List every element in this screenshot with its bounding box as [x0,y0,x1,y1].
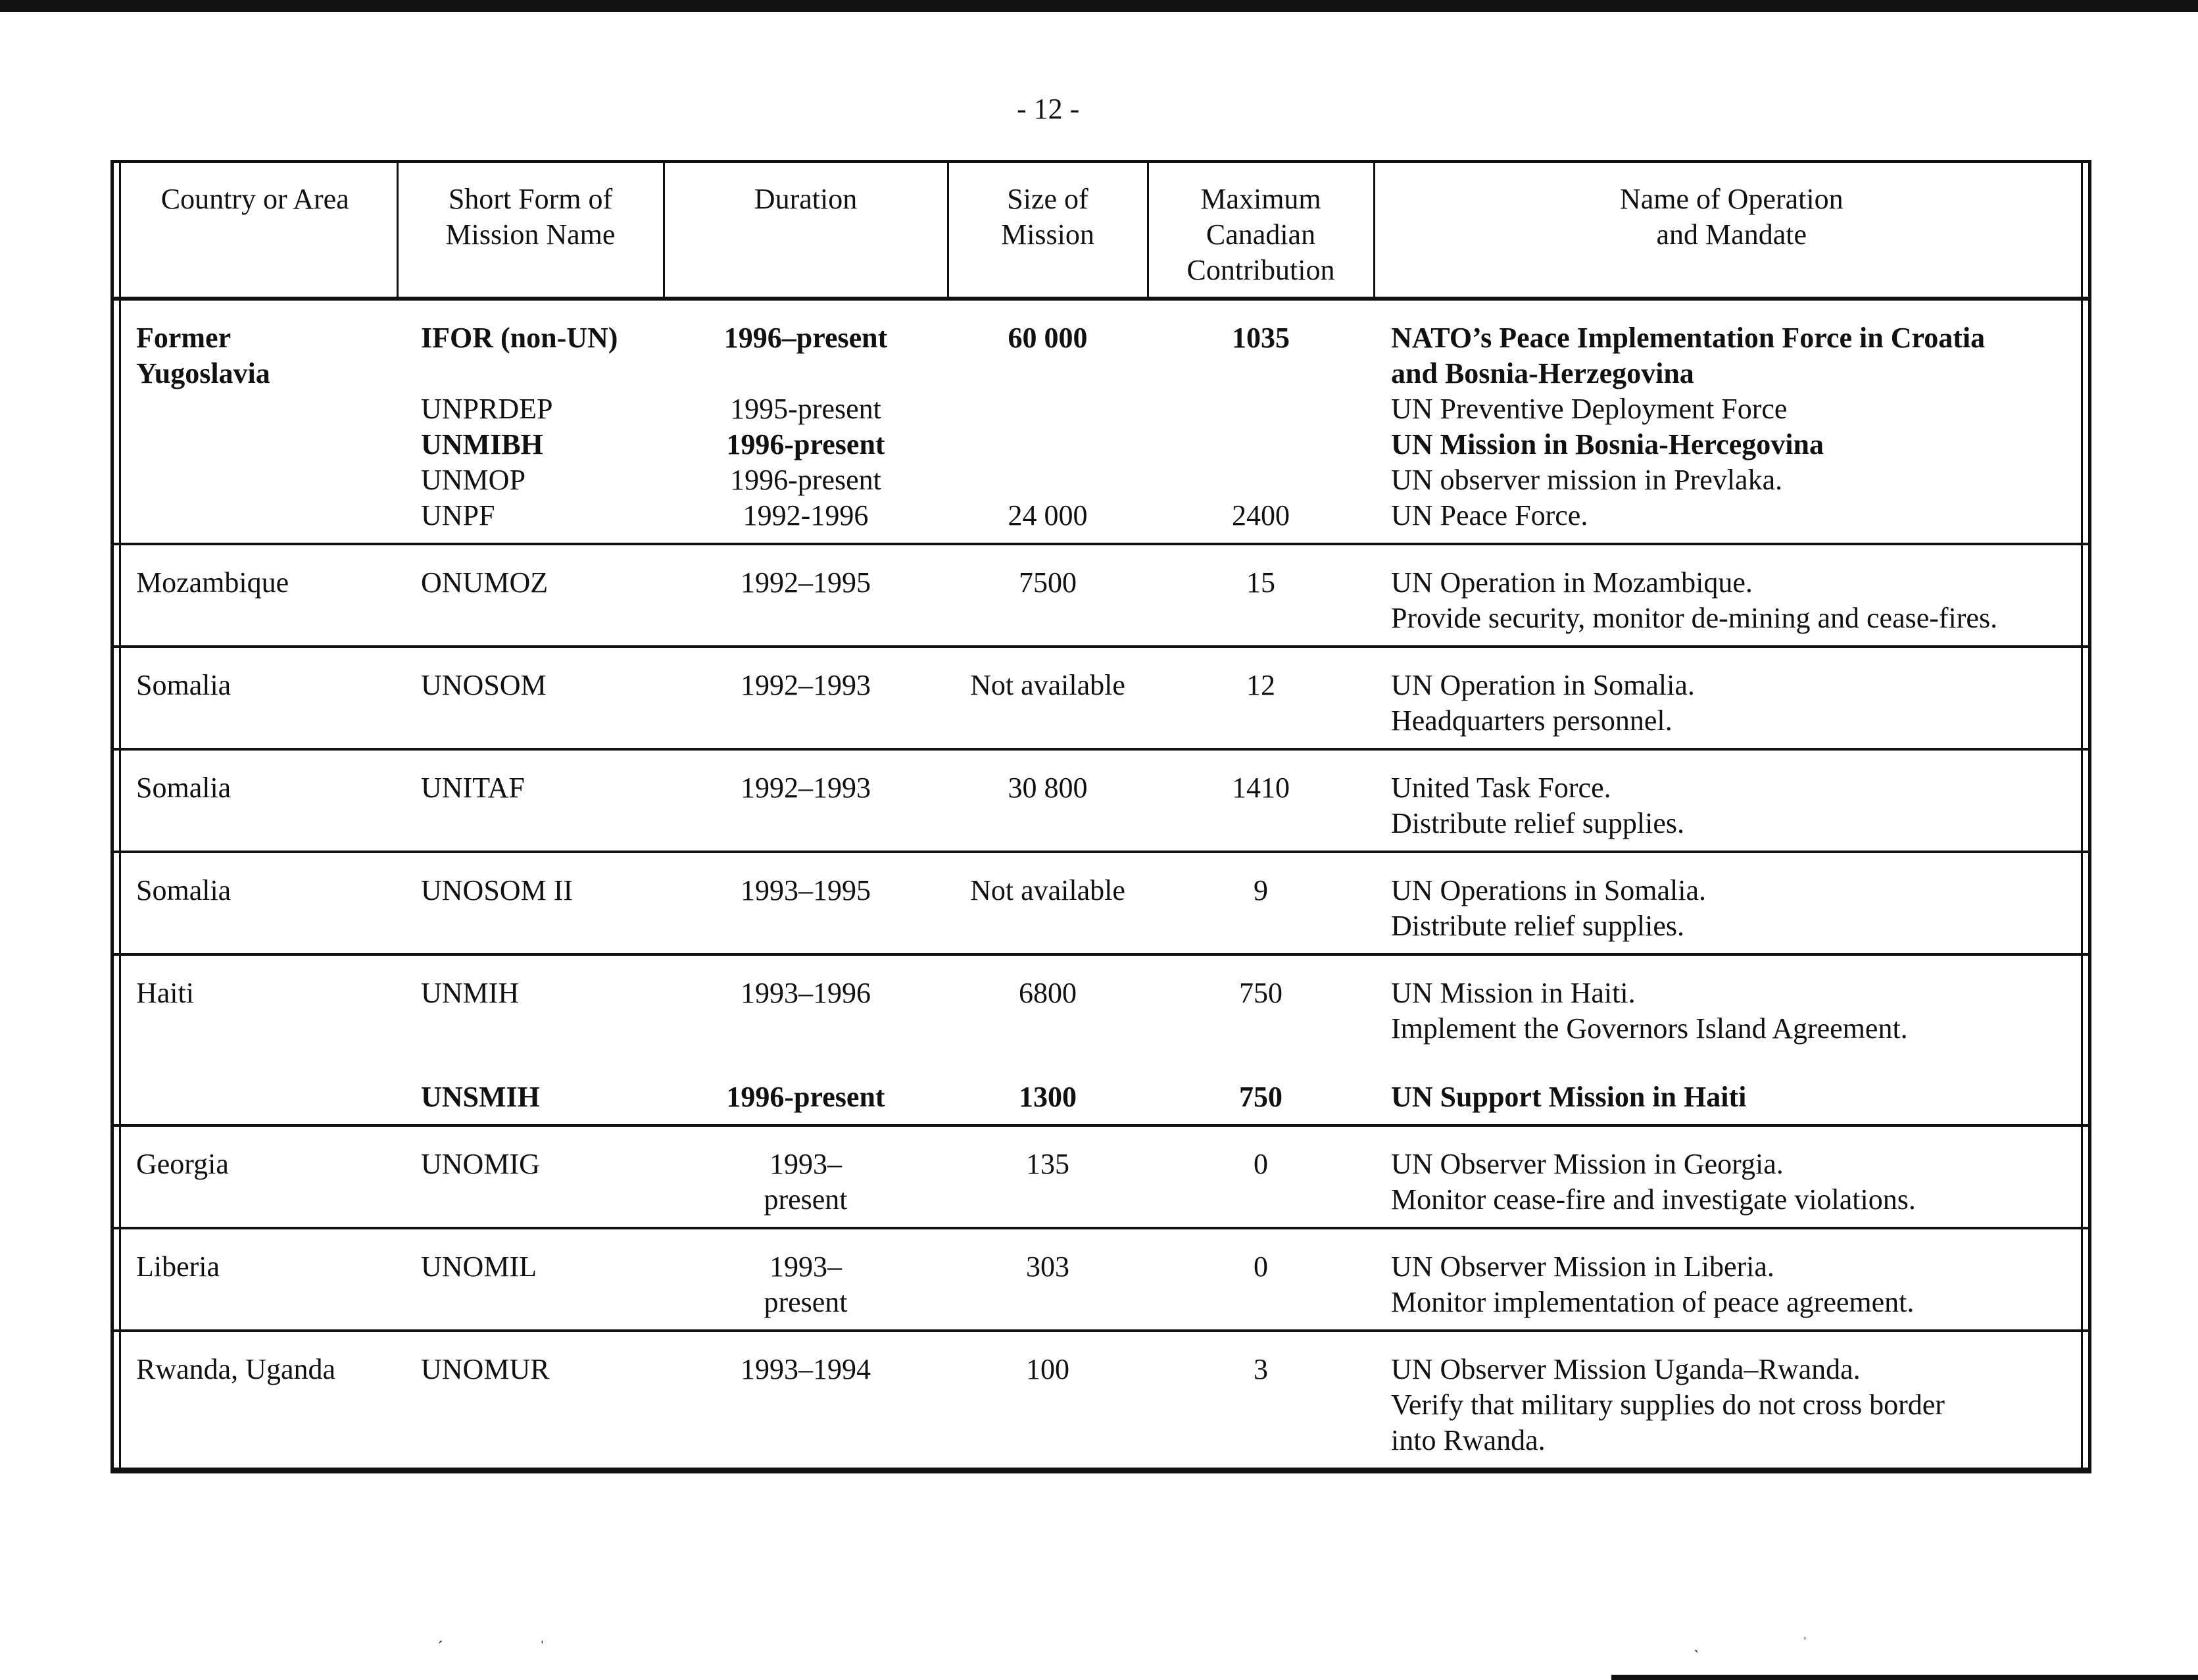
duration-cell: 1993–1996 [741,977,871,1009]
short-form-cell: IFOR (non-UN) [421,322,618,354]
max-contribution-cell [1148,462,1374,498]
duration-cell: 1992–1993 [664,647,948,749]
max-contribution-cell: 1410 [1148,749,1374,852]
max-contribution-cell [1148,427,1374,462]
operation-mandate-cell: UN Mission in Haiti. Implement the Governors Island Agreement. [1391,977,1908,1045]
header-size [948,163,1148,299]
max-contribution-cell: 750 [1148,1079,1374,1125]
short-form-cell: UNOMUR [397,1331,664,1469]
country-cell [114,391,397,427]
size-cell [948,427,1148,462]
table-row [114,852,2088,954]
table-row [114,954,2088,1047]
size-cell: 24 000 [948,498,1148,544]
country-cell: Rwanda, Uganda [114,1331,397,1469]
duration-cell: 1993– present [664,1125,948,1228]
operation-mandate-cell: UN Operation in Somalia. Headquarters personnel. [1374,647,2088,749]
operation-mandate-cell: NATO’s Peace Implementation Force in Croatia and Bosnia-Herzegovina [1391,322,1986,389]
page-number: - 12 - [1017,93,1080,125]
short-form-cell: UNOMIL [397,1228,664,1331]
header-label: Country or Area [160,183,349,215]
country-cell: Georgia [114,1125,397,1228]
operation-mandate-cell: UN Operation in Mozambique. Provide security, monitor de-mining and cease-fires. [1374,544,2088,647]
duration-cell: 1992-1996 [664,498,948,544]
country-cell: Haiti [136,977,194,1009]
scan-speck: ˈ [539,1638,545,1657]
max-contribution-cell: 12 [1148,647,1374,749]
operation-mandate-cell: UN Operations in Somalia. Distribute relief supplies. [1374,852,2088,954]
operation-mandate-cell: UN observer mission in Prevlaka. [1391,464,1783,496]
short-form-cell: UNMIH [421,977,520,1009]
short-form-cell: UNOSOM II [397,852,664,954]
header-short-form [397,163,664,299]
short-form-cell: UNOSOM [397,647,664,749]
operation-mandate-cell: UN Observer Mission Uganda–Rwanda. Verify that military supplies do not cross border into Rwanda. [1374,1331,2088,1469]
scan-speck: ´ [437,1638,443,1657]
size-cell [948,391,1148,427]
header-label: Short Form of Mission Name [445,183,616,251]
header-label: Size of Mission [1001,183,1094,251]
country-cell: Liberia [114,1228,397,1331]
max-contribution-cell: 0 [1148,1125,1374,1228]
country-cell: Somalia [114,852,397,954]
max-contribution-cell: 9 [1148,852,1374,954]
size-cell: 1300 [948,1079,1148,1125]
duration-cell: 1996-present [726,428,885,460]
peacekeeping-missions-table [114,163,2088,1470]
operation-mandate-cell: UN Support Mission in Haiti [1374,1079,2088,1125]
size-cell: Not available [948,647,1148,749]
table-row [114,299,2088,391]
duration-cell: 1996–present [723,322,888,354]
operation-mandate-cell: UN Observer Mission in Liberia. Monitor implementation of peace agreement. [1374,1228,2088,1331]
table-row [114,647,2088,749]
size-cell: Not available [948,852,1148,954]
duration-cell: 1996-present [664,1079,948,1125]
short-form-cell: ONUMOZ [397,544,664,647]
short-form-cell: UNPRDEP [421,393,553,425]
missions-table-frame [110,160,2091,1473]
size-cell: 6800 [1019,977,1077,1009]
size-cell: 135 [948,1125,1148,1228]
table-row [114,391,2088,427]
duration-cell: 1996-present [730,464,881,496]
scan-speck: ˈ [1802,1634,1808,1653]
header-label: Maximum Canadian Contribution [1186,183,1335,286]
scan-top-border [0,0,2198,12]
table-header-row [114,163,2088,299]
table-row [114,544,2088,647]
spacer-cell [114,1047,2088,1079]
duration-cell: 1995-present [730,393,881,425]
short-form-cell: UNMIBH [421,428,543,460]
scan-bottom-edge [1611,1675,2198,1680]
table-row [114,462,2088,498]
header-duration [664,163,948,299]
table-row [114,498,2088,544]
operation-mandate-cell: UN Observer Mission in Georgia. Monitor cease-fire and investigate violations. [1374,1125,2088,1228]
short-form-cell: UNITAF [397,749,664,852]
country-cell [114,1079,397,1125]
short-form-cell: UNMOP [421,464,525,496]
max-contribution-cell: 0 [1148,1228,1374,1331]
header-max-contribution [1148,163,1374,299]
country-cell [114,427,397,462]
table-row [114,749,2088,852]
size-cell [948,462,1148,498]
header-label: Name of Operation and Mandate [1619,183,1844,251]
country-cell: Former Yugoslavia [136,322,270,389]
operation-mandate-cell: UN Peace Force. [1374,498,2088,544]
table-row [114,1331,2088,1469]
duration-cell: 1992–1995 [664,544,948,647]
max-contribution-cell: 750 [1239,977,1282,1009]
duration-cell: 1993–1994 [664,1331,948,1469]
duration-cell: 1993– present [664,1228,948,1331]
country-cell: Mozambique [114,544,397,647]
country-cell: Somalia [114,749,397,852]
max-contribution-cell: 1035 [1232,322,1290,354]
table-row [114,1125,2088,1228]
table-row [114,427,2088,462]
max-contribution-cell [1148,391,1374,427]
table-row [114,1079,2088,1125]
table-row [114,1228,2088,1331]
short-form-cell: UNSMIH [397,1079,664,1125]
country-cell [114,498,397,544]
scan-speck: ˎ [1694,1634,1699,1653]
operation-mandate-cell: UN Mission in Bosnia-Hercegovina [1391,428,1824,460]
country-cell [114,462,397,498]
short-form-cell: UNPF [397,498,664,544]
size-cell: 60 000 [1008,322,1088,354]
size-cell: 7500 [948,544,1148,647]
duration-cell: 1992–1993 [664,749,948,852]
max-contribution-cell: 3 [1148,1331,1374,1469]
size-cell: 100 [948,1331,1148,1469]
size-cell: 30 800 [948,749,1148,852]
header-label: Duration [754,183,858,215]
short-form-cell: UNOMIG [397,1125,664,1228]
operation-mandate-cell: UN Preventive Deployment Force [1391,393,1788,425]
header-country [114,163,397,299]
country-cell: Somalia [114,647,397,749]
operation-mandate-cell: United Task Force. Distribute relief supplies. [1374,749,2088,852]
table-body [114,299,2088,1469]
row-spacer [114,1047,2088,1079]
duration-cell: 1993–1995 [664,852,948,954]
max-contribution-cell: 15 [1148,544,1374,647]
max-contribution-cell: 2400 [1148,498,1374,544]
header-operation-mandate [1374,163,2088,299]
size-cell: 303 [948,1228,1148,1331]
